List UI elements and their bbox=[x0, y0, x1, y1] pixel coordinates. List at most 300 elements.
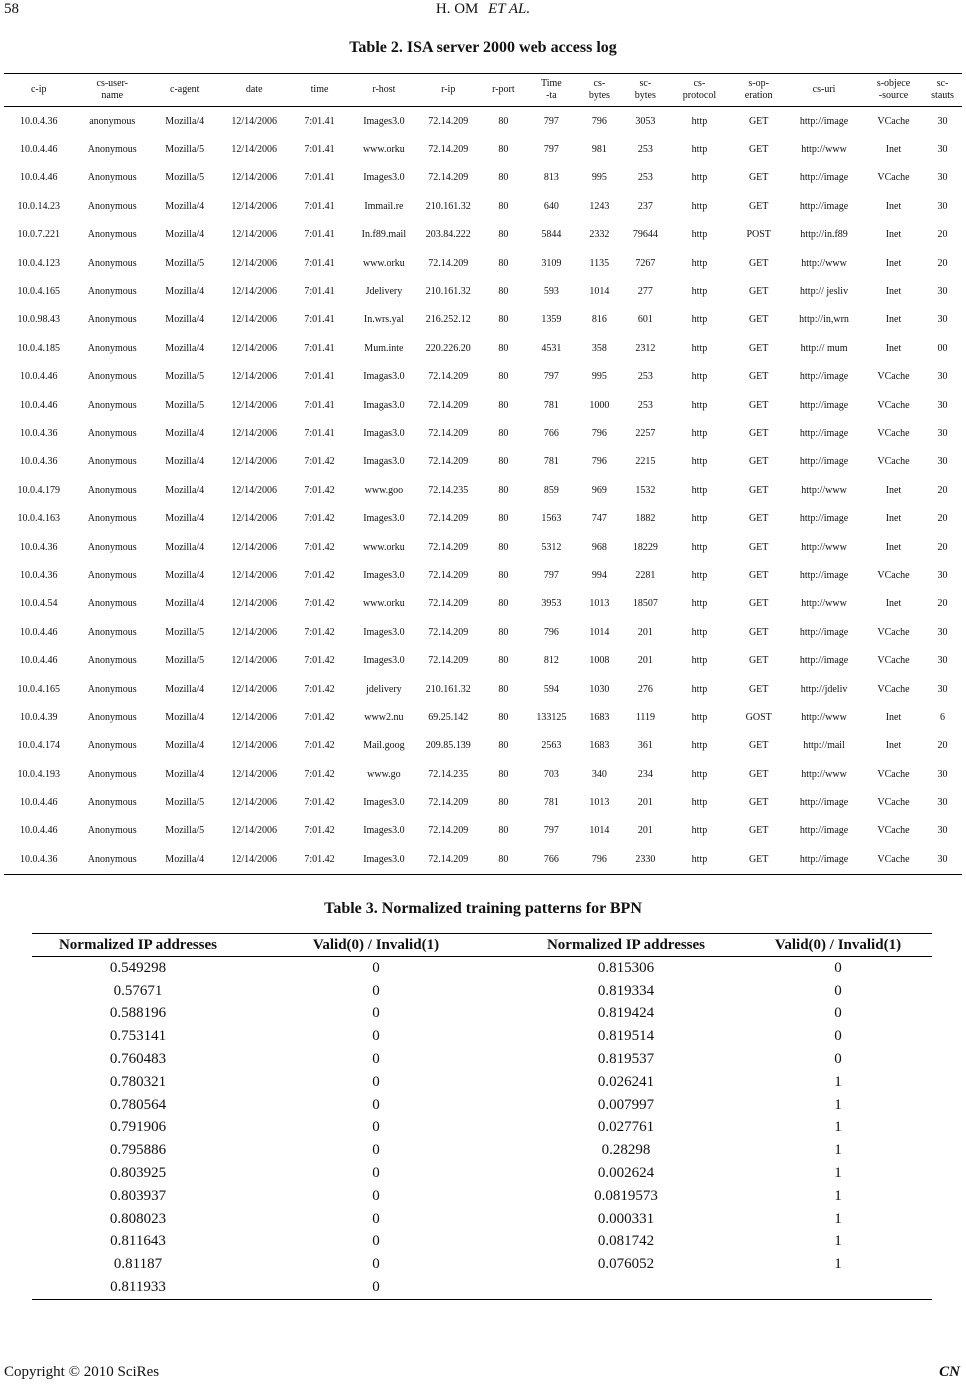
table3-cell: 0.81187 bbox=[113, 1256, 163, 1273]
table2-cell: 30 bbox=[937, 286, 948, 298]
table2-header-text: Time bbox=[540, 78, 562, 89]
table2-cell: http bbox=[691, 484, 708, 496]
table3-row bbox=[32, 1276, 932, 1299]
table2-cell: 12/14/2006 bbox=[231, 513, 277, 525]
running-head-authors: H. OM bbox=[435, 1, 479, 17]
table2-cell: http bbox=[691, 655, 708, 667]
table2-cell: GOST bbox=[745, 711, 772, 723]
table2-cell: Mozilla/5 bbox=[165, 655, 205, 667]
table2-column-header bbox=[625, 74, 666, 107]
table2-cell: 10.0.4.36 bbox=[19, 115, 58, 127]
table2-cell: 201 bbox=[637, 825, 653, 837]
table2-cell: 234 bbox=[637, 768, 653, 780]
table2-cell: 1359 bbox=[541, 314, 562, 326]
table2-cell: GET bbox=[748, 655, 769, 667]
table2-cell: VCache bbox=[877, 655, 910, 667]
table3-cell: 0.795886 bbox=[109, 1142, 167, 1159]
table2-row bbox=[4, 363, 962, 391]
table2-cell: GET bbox=[748, 342, 769, 354]
table2-cell: Mozilla/4 bbox=[165, 598, 205, 610]
table2-row bbox=[4, 419, 962, 447]
table2-cell: 30 bbox=[937, 626, 948, 638]
table2-cell: VCache bbox=[864, 845, 923, 874]
table2-cell: 12/14/2006 bbox=[231, 598, 277, 610]
table2-cell: http://in.f89 bbox=[800, 229, 848, 241]
table2-cell: www.goo bbox=[364, 484, 404, 496]
table2-cell: 3953 bbox=[541, 598, 562, 610]
table2-cell: 20 bbox=[937, 598, 948, 610]
table3-cell: 0.760483 bbox=[109, 1051, 167, 1068]
table2-row bbox=[4, 561, 962, 589]
table2-cell: 276 bbox=[637, 683, 653, 695]
table2-cell: Anonymous bbox=[87, 172, 137, 184]
table2-cell: 30 bbox=[937, 115, 948, 127]
table2-header-text: s-op- bbox=[748, 78, 769, 89]
table2-cell: 640 bbox=[543, 200, 559, 212]
table2-row bbox=[4, 249, 962, 277]
table2-cell: 968 bbox=[591, 541, 607, 553]
table2-cell: http://www bbox=[801, 257, 847, 269]
table2-cell: GET bbox=[748, 115, 769, 127]
table2-cell: Anonymous bbox=[73, 845, 151, 874]
table2-cell: 7:01.42 bbox=[304, 683, 335, 695]
table2-cell: Inet bbox=[885, 342, 902, 354]
table2-cell: 1008 bbox=[589, 655, 610, 667]
table2-cell: 10.0.4.36 bbox=[19, 541, 58, 553]
table3-cell: 0 bbox=[372, 1005, 380, 1022]
table3-row bbox=[32, 1231, 932, 1254]
table2-cell: Inet bbox=[885, 144, 902, 156]
table3-cell: 0 bbox=[372, 982, 380, 999]
table2-cell: 12/14/2006 bbox=[231, 683, 277, 695]
table2-row bbox=[4, 703, 962, 731]
table2-cell: 7:01.42 bbox=[304, 569, 335, 581]
table2-column-header bbox=[73, 74, 151, 107]
table2-cell: 12/14/2006 bbox=[231, 740, 277, 752]
table2-cell: Imagas3.0 bbox=[363, 371, 405, 383]
table2-header-text: protocol bbox=[682, 90, 717, 101]
table2-cell: 7:01.42 bbox=[304, 825, 335, 837]
table2-cell: http://image bbox=[799, 200, 849, 212]
table2-cell: 7:01.42 bbox=[304, 711, 335, 723]
table2-cell: http bbox=[691, 286, 708, 298]
table2-cell: 7:01.42 bbox=[304, 655, 335, 667]
table2-row bbox=[4, 533, 962, 561]
web-access-log-table bbox=[4, 73, 962, 875]
table2-cell: Mozilla/4 bbox=[165, 683, 205, 695]
table3-cell: 0.57671 bbox=[113, 982, 163, 999]
table2-cell: 30 bbox=[937, 200, 948, 212]
table2-cell: 30 bbox=[937, 569, 948, 581]
table2-cell: 20 bbox=[937, 257, 948, 269]
table2-header-text: c-agent bbox=[170, 84, 200, 95]
table2-header-text: r-ip bbox=[441, 84, 456, 95]
table2-header-text: r-port bbox=[492, 84, 515, 95]
table2-cell: 30 bbox=[937, 655, 948, 667]
table2-cell: http://www bbox=[801, 144, 847, 156]
table2-cell: 72.14.209 bbox=[428, 626, 469, 638]
table2-cell: Mozilla/4 bbox=[165, 768, 205, 780]
table2-column-header bbox=[349, 74, 418, 107]
table3-cell: 1 bbox=[834, 1119, 842, 1136]
table2-cell: http://image bbox=[799, 456, 849, 468]
table2-cell: 10.0.4.46 bbox=[19, 797, 58, 809]
table2-cell: http bbox=[691, 797, 708, 809]
table2-cell: 2330 bbox=[625, 845, 666, 874]
table2-cell: 797 bbox=[543, 144, 559, 156]
table2-cell: Images3.0 bbox=[363, 797, 405, 809]
table2-cell: Mozilla/5 bbox=[165, 825, 205, 837]
table2-cell: http bbox=[691, 314, 708, 326]
table2-cell: 813 bbox=[543, 172, 559, 184]
table2-cell: 80 bbox=[498, 172, 509, 184]
table2-cell: 72.14.209 bbox=[428, 456, 469, 468]
table2-row bbox=[4, 817, 962, 845]
table3-cell: 0.549298 bbox=[109, 959, 167, 976]
table2-cell: Anonymous bbox=[87, 598, 137, 610]
table3-cell: 0.803937 bbox=[109, 1187, 167, 1204]
table2-row bbox=[4, 476, 962, 504]
table2-cell: GET bbox=[748, 314, 769, 326]
table2-cell: http bbox=[691, 229, 708, 241]
table2-cell: VCache bbox=[877, 683, 910, 695]
table2-cell: 7:01.41 bbox=[304, 371, 335, 383]
table2-header-text: bytes bbox=[588, 90, 610, 101]
table2-cell: Mozilla/4 bbox=[165, 456, 205, 468]
table2-header-row bbox=[4, 74, 962, 107]
table2-cell: GET bbox=[748, 371, 769, 383]
table2-header-text: c-ip bbox=[30, 84, 47, 95]
table2-row bbox=[4, 391, 962, 419]
table3-cell: 0.819514 bbox=[597, 1028, 655, 1045]
table2-cell: 10.0.4.46 bbox=[19, 626, 58, 638]
table2-cell: Anonymous bbox=[87, 371, 137, 383]
table2-cell: GET bbox=[748, 541, 769, 553]
table2-cell: 10.0.98.43 bbox=[17, 314, 60, 326]
table2-cell: 80 bbox=[498, 342, 509, 354]
table3-cell bbox=[508, 1276, 744, 1299]
table2-cell: 80 bbox=[498, 229, 509, 241]
table2-cell: 7:01.41 bbox=[304, 200, 335, 212]
table3-row bbox=[32, 1162, 932, 1185]
table2-cell: VCache bbox=[877, 626, 910, 638]
table2-cell: Mozilla/4 bbox=[165, 569, 205, 581]
table3-cell: 0.076052 bbox=[597, 1256, 655, 1273]
table2-cell: 994 bbox=[591, 569, 607, 581]
running-head bbox=[0, 1, 966, 18]
table3-cell: 0.28298 bbox=[601, 1142, 651, 1159]
table2-cell: 747 bbox=[591, 513, 607, 525]
table2-cell: 30 bbox=[937, 172, 948, 184]
table2-header-text: bytes bbox=[634, 90, 656, 101]
table3-cell: 0.0819573 bbox=[594, 1187, 658, 1204]
table2-cell: http://image bbox=[784, 845, 864, 874]
table2-cell: 72.14.209 bbox=[428, 257, 469, 269]
table2-cell: 1563 bbox=[541, 513, 562, 525]
table2-cell: GET bbox=[748, 484, 769, 496]
table2-header-text: name bbox=[101, 90, 124, 101]
table2-cell: Anonymous bbox=[87, 683, 137, 695]
table2-caption: Table 2. ISA server 2000 web access log bbox=[349, 39, 617, 56]
table2-row bbox=[4, 760, 962, 788]
table2-cell: http://image bbox=[799, 569, 849, 581]
table2-column-header bbox=[151, 74, 218, 107]
table2-cell: http bbox=[691, 257, 708, 269]
table3-cell: 0.007997 bbox=[597, 1096, 655, 1113]
table2-cell: 812 bbox=[543, 655, 559, 667]
table2-cell: 10.0.4.36 bbox=[19, 427, 58, 439]
table2-cell: 210.161.32 bbox=[425, 286, 471, 298]
table2-header-text: cs- bbox=[593, 78, 606, 89]
table2-cell: Anonymous bbox=[87, 513, 137, 525]
table3-row bbox=[32, 1048, 932, 1071]
table3-cell: 0 bbox=[244, 1276, 508, 1299]
table2-cell: 12/14/2006 bbox=[231, 371, 277, 383]
table2-cell: 12/14/2006 bbox=[231, 456, 277, 468]
table2-cell: Jdelivery bbox=[365, 286, 403, 298]
table2-cell: 80 bbox=[498, 314, 509, 326]
table2-cell: VCache bbox=[877, 797, 910, 809]
table2-cell: 10.0.4.46 bbox=[19, 371, 58, 383]
table2-cell: http bbox=[691, 541, 708, 553]
table2-cell: Mozilla/5 bbox=[165, 797, 205, 809]
table2-cell: 80 bbox=[498, 655, 509, 667]
table2-cell: VCache bbox=[877, 115, 910, 127]
table2-cell: 80 bbox=[498, 513, 509, 525]
table2-column-header bbox=[218, 74, 289, 107]
table2-cell: Inet bbox=[885, 711, 902, 723]
table2-cell: 358 bbox=[591, 342, 607, 354]
table3-cell: 0 bbox=[834, 1028, 842, 1045]
table2-cell: Anonymous bbox=[87, 144, 137, 156]
table2-cell: GET bbox=[748, 598, 769, 610]
table2-header-text: r-host bbox=[372, 84, 396, 95]
table2-cell: 72.14.209 bbox=[428, 371, 469, 383]
table2-row bbox=[4, 277, 962, 305]
table2-cell: http bbox=[691, 399, 708, 411]
table2-cell: 30 bbox=[937, 683, 948, 695]
table2-cell: 30 bbox=[937, 825, 948, 837]
table3-cell: 0.027761 bbox=[597, 1119, 655, 1136]
table2-cell: 10.0.4.46 bbox=[19, 144, 58, 156]
table2-cell: 1683 bbox=[589, 740, 610, 752]
table2-cell: Mozilla/5 bbox=[165, 257, 205, 269]
table2-cell: Mozilla/4 bbox=[151, 845, 218, 874]
table2-cell: Images3.0 bbox=[349, 845, 418, 874]
table2-cell: 12/14/2006 bbox=[218, 845, 289, 874]
table2-column-header bbox=[733, 74, 784, 107]
table2-cell: 7:01.42 bbox=[304, 626, 335, 638]
table2-cell: 12/14/2006 bbox=[231, 569, 277, 581]
table2-cell: 7:01.42 bbox=[304, 541, 335, 553]
table2-cell: 981 bbox=[591, 144, 607, 156]
training-patterns-table bbox=[32, 933, 932, 1300]
journal-abbrev: CN bbox=[939, 1364, 960, 1380]
table2-row bbox=[4, 845, 962, 874]
page-header bbox=[0, 0, 966, 22]
table2-cell: Mozilla/4 bbox=[165, 740, 205, 752]
table2-cell: 12/14/2006 bbox=[231, 144, 277, 156]
table2-cell: 80 bbox=[498, 371, 509, 383]
table2-cell: http bbox=[691, 371, 708, 383]
table2-cell: http bbox=[691, 569, 708, 581]
table2-column-header bbox=[4, 74, 73, 107]
table2-cell: Inet bbox=[885, 286, 902, 298]
table2-cell: 12/14/2006 bbox=[231, 229, 277, 241]
table2-header-text: cs-uri bbox=[812, 84, 836, 95]
table2-cell: 72.14.209 bbox=[428, 172, 469, 184]
table3-row bbox=[32, 1253, 932, 1276]
table2-cell: 30 bbox=[937, 371, 948, 383]
table2-cell: http:// jesliv bbox=[800, 286, 849, 298]
table2-column-header bbox=[864, 74, 923, 107]
table2-cell: 781 bbox=[543, 456, 559, 468]
table2-cell: 1013 bbox=[589, 797, 610, 809]
table2-cell: 7:01.41 bbox=[304, 257, 335, 269]
table2-column-header bbox=[419, 74, 478, 107]
table2-cell: 80 bbox=[498, 768, 509, 780]
table3-row bbox=[32, 957, 932, 980]
table3-cell: 0 bbox=[372, 1142, 380, 1159]
table2-cell: Mozilla/4 bbox=[165, 342, 205, 354]
table3-cell: 0 bbox=[372, 1073, 380, 1090]
table2-cell: Mail.goog bbox=[363, 740, 405, 752]
table2-column-header bbox=[529, 74, 574, 107]
table2-cell: 12/14/2006 bbox=[231, 711, 277, 723]
table2-cell: http://image bbox=[799, 655, 849, 667]
table2-cell: 201 bbox=[637, 797, 653, 809]
table2-cell: 7:01.42 bbox=[304, 598, 335, 610]
table2-cell: 30 bbox=[937, 144, 948, 156]
table2-cell: 7:01.41 bbox=[304, 342, 335, 354]
table2-row bbox=[4, 192, 962, 220]
table3-cell: 1 bbox=[834, 1165, 842, 1182]
table3-row bbox=[32, 1003, 932, 1026]
table2-cell: 361 bbox=[637, 740, 653, 752]
table2-cell: 80 bbox=[498, 569, 509, 581]
table3-cell: 1 bbox=[834, 1210, 842, 1227]
table2-header-text: eration bbox=[744, 90, 773, 101]
table2-cell: 209.85.139 bbox=[425, 740, 471, 752]
table2-cell: 797 bbox=[543, 115, 559, 127]
table2-cell: http://image bbox=[799, 427, 849, 439]
table2-cell: 72.14.209 bbox=[428, 427, 469, 439]
table2-cell: VCache bbox=[877, 569, 910, 581]
table2-cell: http://image bbox=[799, 797, 849, 809]
table2-cell: http://www bbox=[801, 711, 847, 723]
table2-cell: 3109 bbox=[541, 257, 562, 269]
table2-cell: GET bbox=[733, 845, 784, 874]
table2-cell: 796 bbox=[591, 115, 607, 127]
table2-cell: Mozilla/5 bbox=[165, 371, 205, 383]
table2-header-text: s-objece bbox=[876, 78, 911, 89]
table2-cell: www.orku bbox=[362, 144, 405, 156]
table2-cell: 7:01.41 bbox=[304, 172, 335, 184]
table2-cell: 10.0.4.36 bbox=[4, 845, 73, 874]
table2-cell: 12/14/2006 bbox=[231, 427, 277, 439]
table2-cell: In.f89.mail bbox=[361, 229, 407, 241]
table2-cell: 12/14/2006 bbox=[231, 768, 277, 780]
table2-cell: Mozilla/4 bbox=[165, 115, 205, 127]
table2-cell: 10.0.4.46 bbox=[19, 399, 58, 411]
table2-cell: Images3.0 bbox=[363, 825, 405, 837]
table3-cell bbox=[744, 1276, 932, 1299]
table2-cell: 80 bbox=[498, 598, 509, 610]
table2-cell: Inet bbox=[885, 740, 902, 752]
table2-cell: 253 bbox=[637, 399, 653, 411]
table2-cell: 80 bbox=[498, 797, 509, 809]
table2-cell: 2332 bbox=[589, 229, 610, 241]
table2-header-text: time bbox=[310, 84, 329, 95]
table2-cell: 1014 bbox=[589, 626, 610, 638]
table3-row bbox=[32, 1117, 932, 1140]
table2-cell: http://image bbox=[799, 371, 849, 383]
table2-cell: 1243 bbox=[589, 200, 610, 212]
table2-cell: 12/14/2006 bbox=[231, 626, 277, 638]
table2-column-header bbox=[666, 74, 733, 107]
table3-cell: 0.819537 bbox=[597, 1051, 655, 1068]
table2-cell: 72.14.209 bbox=[428, 144, 469, 156]
table2-cell: 80 bbox=[498, 541, 509, 553]
table2-cell: Inet bbox=[885, 200, 902, 212]
table2-cell: Mozilla/5 bbox=[165, 399, 205, 411]
table2-cell: 216.252.12 bbox=[425, 314, 471, 326]
table2-row bbox=[4, 221, 962, 249]
table2-cell: 80 bbox=[498, 286, 509, 298]
table2-cell: VCache bbox=[877, 456, 910, 468]
table2-cell: 7:01.41 bbox=[304, 399, 335, 411]
table2-cell: Inet bbox=[885, 541, 902, 553]
table2-cell: Imagas3.0 bbox=[363, 456, 405, 468]
table3-cell: 0.819424 bbox=[597, 1005, 655, 1022]
table2-column-header bbox=[478, 74, 529, 107]
table2-cell: 703 bbox=[543, 768, 559, 780]
table3-cell: 0 bbox=[372, 1096, 380, 1113]
table2-cell: 18507 bbox=[632, 598, 658, 610]
table2-cell: Anonymous bbox=[87, 342, 137, 354]
table3-cell: 0.811933 bbox=[32, 1276, 244, 1299]
table2-cell: 1119 bbox=[635, 711, 655, 723]
table2-cell: 10.0.7.221 bbox=[17, 229, 60, 241]
table2-cell: 12/14/2006 bbox=[231, 314, 277, 326]
table2-row bbox=[4, 590, 962, 618]
table2-cell: Inet bbox=[885, 598, 902, 610]
table2-cell: 80 bbox=[498, 626, 509, 638]
table2-cell: GET bbox=[748, 200, 769, 212]
table2-cell: Mozilla/5 bbox=[165, 144, 205, 156]
table2-cell: 10.0.4.36 bbox=[19, 569, 58, 581]
table3-cell: 0.815306 bbox=[597, 959, 655, 976]
table3-row bbox=[32, 1071, 932, 1094]
table2-cell: Anonymous bbox=[87, 257, 137, 269]
table2-row bbox=[4, 107, 962, 136]
table2-cell: 7:01.42 bbox=[290, 845, 349, 874]
table2-column-header bbox=[574, 74, 625, 107]
table3-cell: 0.780564 bbox=[109, 1096, 167, 1113]
table2-cell: http://mail bbox=[803, 740, 845, 752]
table2-cell: 6 bbox=[940, 711, 946, 723]
table2-cell: 30 bbox=[937, 314, 948, 326]
table2-column-header bbox=[784, 74, 864, 107]
table2-cell: Images3.0 bbox=[363, 655, 405, 667]
table2-cell: 220.226.20 bbox=[425, 342, 471, 354]
table2-cell: Anonymous bbox=[87, 484, 137, 496]
table2-cell: Anonymous bbox=[87, 427, 137, 439]
table2-cell: 7:01.42 bbox=[304, 513, 335, 525]
table2-cell: Mozilla/4 bbox=[165, 200, 205, 212]
table2-cell: Mum.inte bbox=[364, 342, 404, 354]
table2-cell: http bbox=[691, 740, 708, 752]
